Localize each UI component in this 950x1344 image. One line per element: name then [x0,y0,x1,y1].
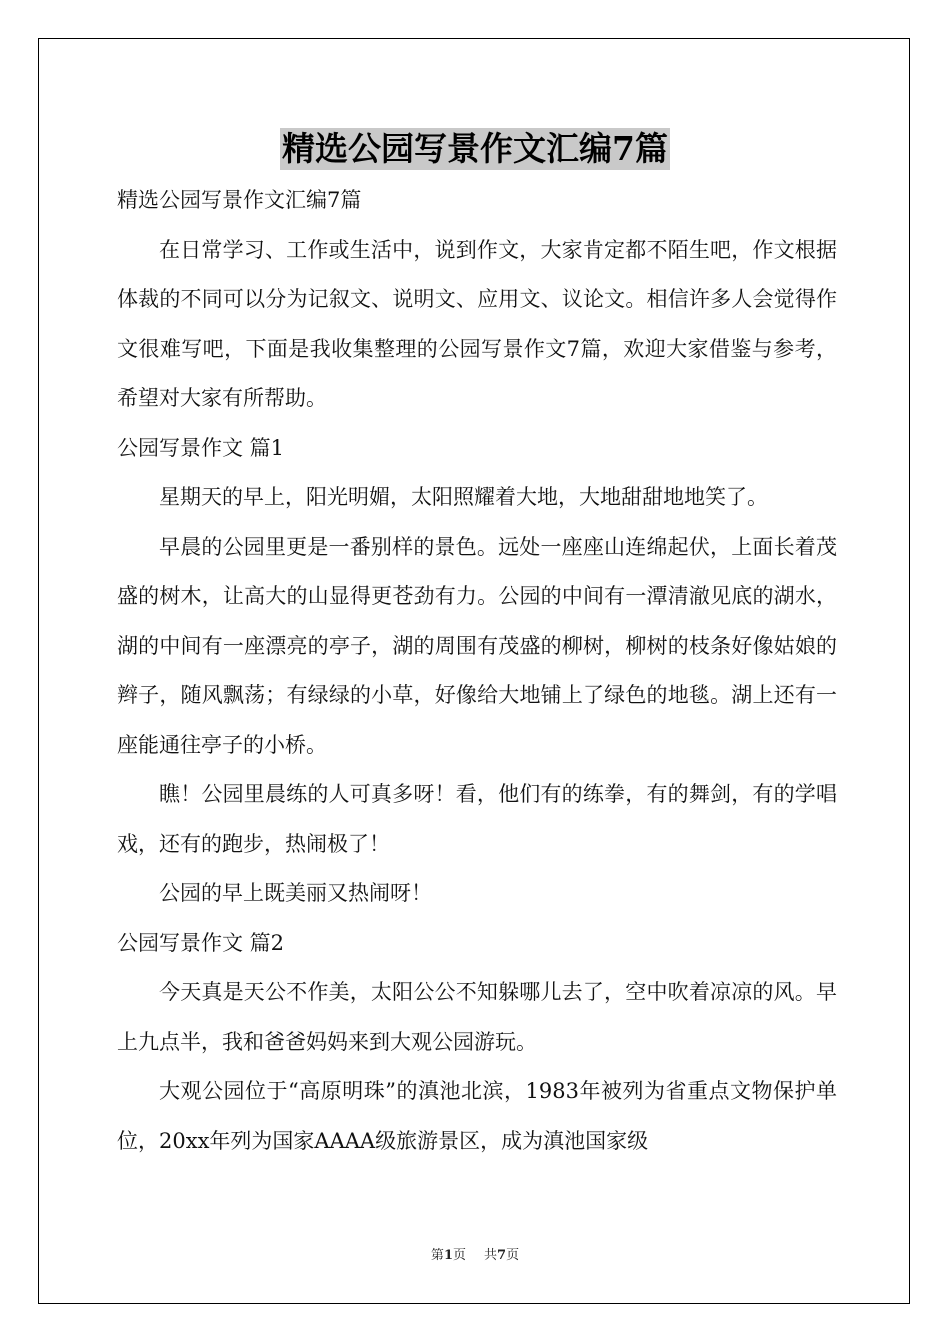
title-block [0,128,950,170]
section-heading-1: 公园写景作文 篇1 [117,435,285,460]
page-current: 1 [443,1248,453,1263]
paragraph: 大观公园位于“高原明珠”的滇池北滨，1983年被列为省重点文物保护单位，20xx年列为国家AAAA级旅游景区，成为滇池国家级 [117,1079,837,1153]
total-unit: 页 [506,1248,520,1263]
paragraph: 早晨的公园里更是一番别样的景色。远处一座座山连绵起伏，上面长着茂盛的树木，让高大的山显得更苍劲有力。公园的中间有一潭清澈见底的湖水，湖的中间有一座漂亮的亭子，湖的周围有茂盛的柳树，柳树的枝条好像姑娘的辫子，随风飘荡；有绿绿的小草，好像给大地铺上了绿色的地毯。湖上还有一座能通往亭子的小桥。 [117,534,837,757]
document-title: 精选公园写景作文汇编7篇 [282,129,668,168]
page-total: 7 [497,1248,507,1263]
section-heading-2: 公园写景作文 篇2 [117,930,285,955]
page-unit: 页 [452,1248,466,1263]
page-prefix: 第 [430,1248,444,1263]
page-footer [0,1244,950,1263]
intro-paragraph: 在日常学习、工作或生活中，说到作文，大家肯定都不陌生吧，作文根据体裁的不同可以分为记叙文、说明文、应用文、议论文。相信许多人会觉得作文很难写吧，下面是我收集整理的公园写景作文7篇，欢迎大家借鉴与参考，希望对大家有所帮助。 [117,237,837,410]
paragraph: 瞧！公园里晨练的人可真多呀！看，他们有的练拳，有的舞剑，有的学唱戏，还有的跑步，热闹极了！ [117,782,837,856]
document-body [117,176,837,1166]
paragraph: 星期天的早上，阳光明媚，太阳照耀着大地，大地甜甜地地笑了。 [159,485,768,509]
subtitle-line: 精选公园写景作文汇编7篇 [117,188,362,212]
paragraph: 今天真是天公不作美，太阳公公不知躲哪儿去了，空中吹着凉凉的风。早上九点半，我和爸爸妈妈来到大观公园游玩。 [117,980,837,1054]
paragraph: 公园的早上既美丽又热闹呀！ [159,881,432,905]
total-prefix: 共 [484,1248,498,1263]
